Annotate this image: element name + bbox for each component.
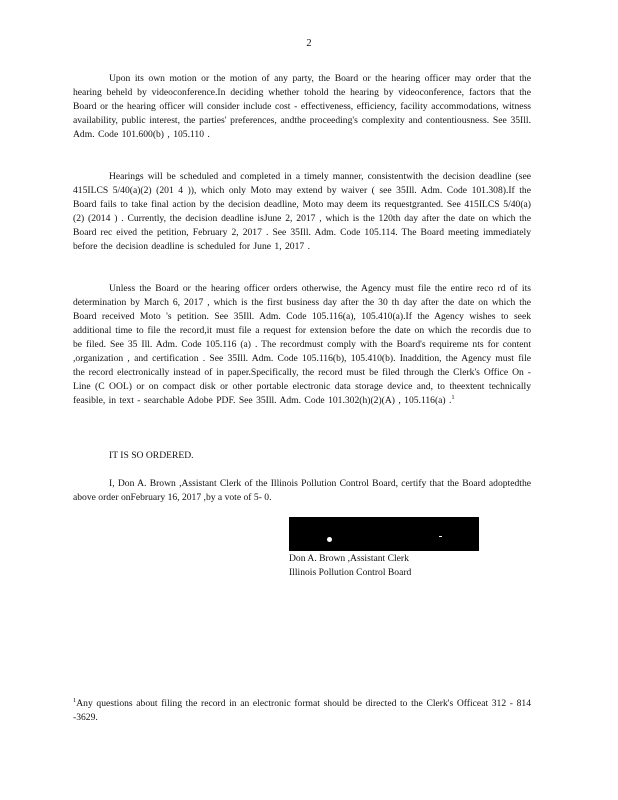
signature-name-block — [289, 552, 411, 580]
paragraph-hearing-schedule: Hearings will be scheduled and completed in a timely manner, consistentwith the decision deadline (see 415ILCS 5/40(a)(2) (201 4 )), which only Moto may extend by waiver ( see 35Ill. Adm. Code 101.308).If the Board fails to take final action by the decision deadline, Moto may deem its requestgranted. See 415ILCS 5/40(a)(2) (2014 ) . Currently, the decision deadline isJune 2, 2017 , which is the 120th day after the date on which the Board rec eived the petition, February 2, 2017 . See 35Ill. Adm. Code 105.114. The Board meeting immediately before the decision deadline is scheduled for June 1, 2017 . — [73, 171, 531, 252]
signer-organization: Illinois Pollution Control Board — [289, 567, 412, 578]
redacted-signature — [289, 517, 479, 551]
footnote-marker: 1 — [73, 696, 77, 704]
so-ordered-line: IT IS SO ORDERED. — [109, 450, 194, 461]
page-number: 2 — [306, 38, 312, 49]
footnote-reference: 1 — [451, 393, 455, 401]
paragraph-record-filing-text: Unless the Board or the hearing officer orders otherwise, the Agency must file the entire reco rd of its determination by March 6, 2017 , which is the first business day after the 30 th day after the date on which the Board received Moto 's petition. See 35Ill. Adm. Code 105.116(a), 105.410(a).If the Agency wishes to seek additional time to file the record,it must file a request for extension before the date on which the recordis due to be filed. See 35 Ill. Adm. Code 105.116 (a) . The recordmust comply with the Board's requireme nts for content ,organization , and certification . See 35Ill. Adm. Code 105.116(b), 105.410(b). Inaddition, the Agency must file the record electronically instead of in paper.Specifically, the record must be filed through the Clerk's Office On - Line (C OOL) or on compact disk or other portable electronic data storage device and, to theextent technically feasible, in text - searchable Adobe PDF. See 35Ill. Adm. Code 101.302(h)(2)(A) , 105.116(a) . — [73, 283, 531, 406]
footnote-text: Any questions about filing the record in an electronic format should be directed to the Clerk's Officeat 312 - 814 -3629. — [73, 698, 531, 723]
paragraph-record-filing — [73, 282, 531, 408]
signature-mark — [327, 537, 332, 542]
paragraph-videoconference: Upon its own motion or the motion of any party, the Board or the hearing officer may order that the hearing beheld by videoconference.In deciding whether tohold the hearing by videoconference, factors that the Board or the hearing officer will consider include cost - effectiveness, efficiency, facility accommodations, witness availability, public interest, the parties' preferences, andthe proceeding's complexity and contentiousness. See 35Ill. Adm. Code 101.600(b) , 105.110 . — [73, 73, 531, 140]
signature-mark — [439, 536, 442, 537]
certification-paragraph: I, Don A. Brown ,Assistant Clerk of the Illinois Pollution Control Board, certify that the Board adoptedthe above order onFebruary 16, 2017 ,by a vote of 5- 0. — [73, 478, 531, 503]
signer-name-title: Don A. Brown ,Assistant Clerk — [289, 553, 409, 564]
footnote — [73, 697, 531, 725]
